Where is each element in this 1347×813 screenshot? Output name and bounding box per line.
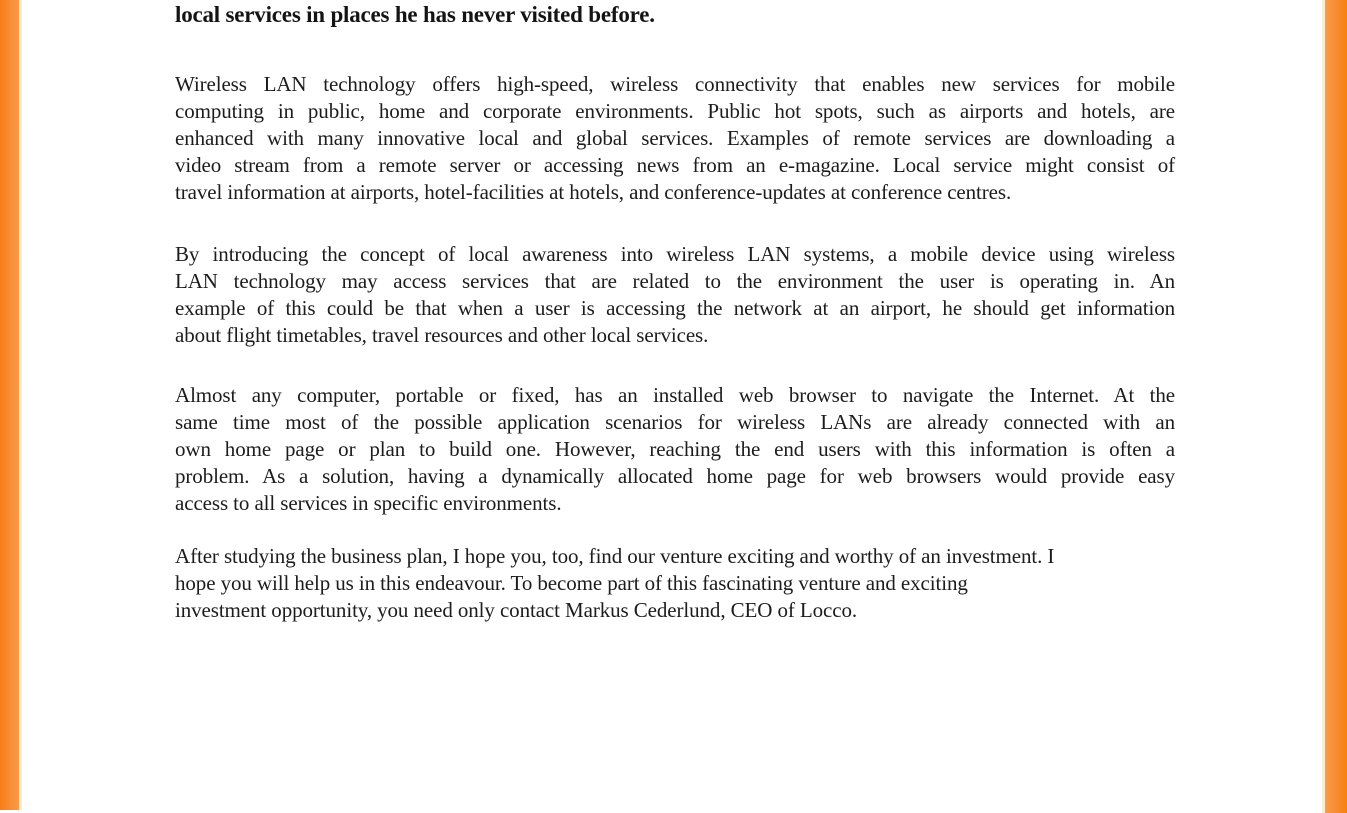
text-line: After studying the business plan, I hope you, too, find our venture exciting and worthy of an investment. I (175, 544, 1055, 568)
document-content (175, 0, 1175, 813)
text-line: example of this could be that when a user is accessing the network at an airport, he should get information (175, 296, 1175, 320)
paragraph-web-browser (175, 382, 1175, 517)
text-line: By introducing the concept of local awareness into wireless LAN systems, a mobile device using wireless (175, 242, 1175, 266)
text-line: same time most of the possible application scenarios for wireless LANs are already connected with an (175, 410, 1175, 434)
text-line: hope you will help us in this endeavour. To become part of this fascinating venture and exciting (175, 571, 968, 595)
right-accent-bar (1322, 0, 1347, 813)
text-line: video stream from a remote server or accessing news from an e-magazine. Local service might consist of (175, 153, 1175, 177)
heading-line: local services in places he has never visited before. (175, 2, 655, 27)
left-accent-bar (0, 0, 22, 810)
text-line: Almost any computer, portable or fixed, has an installed web browser to navigate the Internet. At the (175, 383, 1175, 407)
text-line: Wireless LAN technology offers high-speed, wireless connectivity that enables new services for mobile (175, 72, 1175, 96)
paragraph-wireless-lan-intro (175, 71, 1175, 206)
text-line: investment opportunity, you need only contact Markus Cederlund, CEO of Locco. (175, 598, 858, 622)
text-line: about flight timetables, travel resources and other local services. (175, 323, 709, 347)
text-line: problem. As a solution, having a dynamically allocated home page for web browsers would provide easy (175, 464, 1175, 488)
text-line: travel information at airports, hotel-facilities at hotels, and conference-updates at conference centres. (175, 180, 1012, 204)
text-line: LAN technology may access services that are related to the environment the user is operating in. An (175, 269, 1175, 293)
text-line: computing in public, home and corporate environments. Public hot spots, such as airports and hotels, are (175, 99, 1175, 123)
paragraph-closing-invitation (175, 543, 1175, 624)
text-line: enhanced with many innovative local and global services. Examples of remote services are downloading a (175, 126, 1175, 150)
text-line: access to all services in specific environments. (175, 491, 562, 515)
text-line: own home page or plan to build one. However, reaching the end users with this information is often a (175, 437, 1175, 461)
paragraph-local-awareness (175, 241, 1175, 349)
